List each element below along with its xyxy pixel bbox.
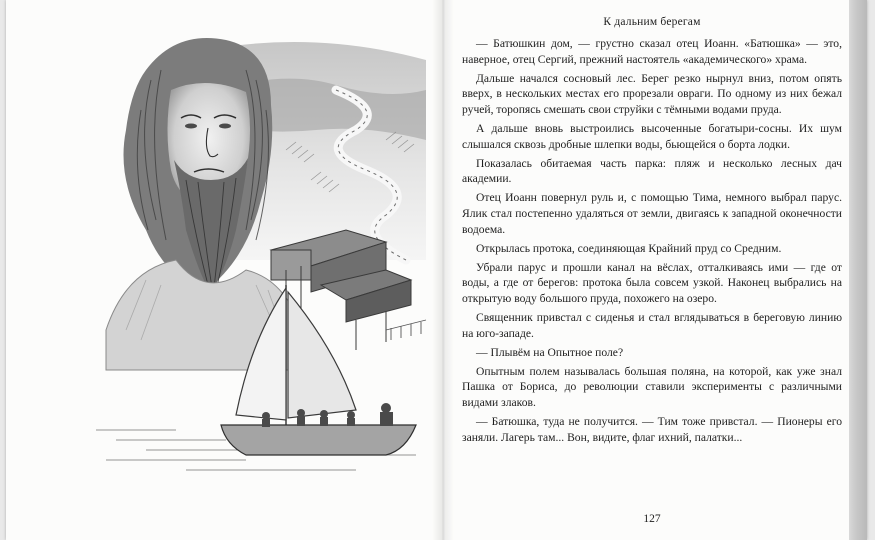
paragraph: Отец Иоанн повернул руль и, с помощью Тима, немного выбрал парус. Ялик стал постепенно удаляться от земли, двигаясь к западной оконечности водоема. xyxy=(462,191,842,236)
page-number: 127 xyxy=(643,513,661,525)
paragraph: Открылась протока, соединяющая Крайний пруд со Средним. xyxy=(476,241,782,255)
paragraph: — Батюшка, туда не получится. — Тим тоже привстал. — Пионеры его заняли. Лагерь там... Вон, видите, флаг ихний, палатки... xyxy=(462,415,842,444)
page-edge xyxy=(849,0,867,540)
paragraph: Опытным полем называлась большая поляна, на которой, как уже знал Пашка от Бориса, до революции ставили эксперименты с различными видами злаков. xyxy=(462,364,842,409)
running-head: К дальним берегам xyxy=(603,16,701,28)
body-text xyxy=(462,36,842,449)
book-gutter xyxy=(432,0,454,540)
book-spread xyxy=(6,0,867,540)
paragraph: Убрали парус и прошли канал на вёслах, отталкиваясь ими — где от воды, а где от берегов: протока была совсем узкой. Наконец выбрались на открытую воду большого пруда, похожего на озеро. xyxy=(462,260,842,305)
paragraph: Дальше начался сосновый лес. Берег резко нырнул вниз, потом опять вверх, в нескольких местах его прорезали овраги. По одному из них бежал ручей, торопясь смешать свои струйки с тёмными водами пруда. xyxy=(462,71,842,116)
paragraph: А дальше вновь выстроились высоченные богатыри-сосны. Их шум слышался сквозь дробные шлепки воды, бьющейся о борта лодки. xyxy=(462,121,842,151)
paragraph: Священник привстал с сиденья и стал вглядываться в береговую линию на юго-западе. xyxy=(462,311,842,340)
paragraph: — Плывём на Опытное поле? xyxy=(476,345,624,359)
book-illustration xyxy=(86,30,431,490)
text-page xyxy=(462,0,842,540)
paragraph: — Батюшкин дом, — грустно сказал отец Иоанн. «Батюшка» — это, наверное, отец Сергий, прежний настоятель «академического» храма. xyxy=(462,37,842,66)
fence xyxy=(386,320,426,340)
paragraph: Показалась обитаемая часть парка: пляж и несколько лесных дач академии. xyxy=(462,156,842,186)
